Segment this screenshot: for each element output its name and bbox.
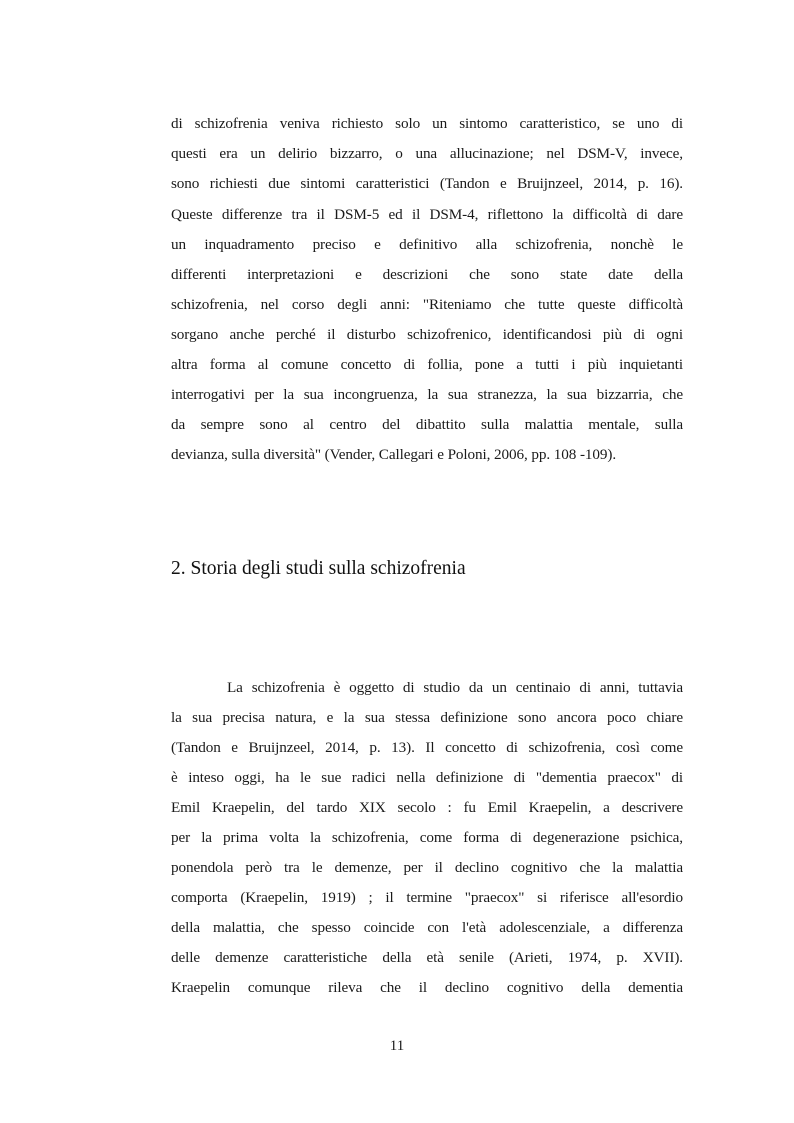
text-line: della malattia, che spesso coincide con l'età adolescenziale, a differenza bbox=[171, 919, 683, 936]
text-line: sorgano anche perché il disturbo schizofrenico, identificandosi più di ogni bbox=[171, 326, 683, 343]
text-line: per la prima volta la schizofrenia, come forma di degenerazione psichica, bbox=[171, 829, 683, 846]
text-line: di schizofrenia veniva richiesto solo un sintomo caratteristico, se uno di bbox=[171, 115, 683, 132]
text-line: Emil Kraepelin, del tardo XIX secolo : fu Emil Kraepelin, a descrivere bbox=[171, 799, 683, 816]
text-line: la sua precisa natura, e la sua stessa definizione sono ancora poco chiare bbox=[171, 709, 683, 726]
text-line: comporta (Kraepelin, 1919) ; il termine "praecox" si riferisce all'esordio bbox=[171, 889, 683, 906]
text-line: da sempre sono al centro del dibattito sulla malattia mentale, sulla bbox=[171, 416, 683, 433]
text-line: è inteso oggi, ha le sue radici nella definizione di "dementia praecox" di bbox=[171, 769, 683, 786]
section-heading: 2. Storia degli studi sulla schizofrenia bbox=[171, 558, 466, 579]
text-line: Queste differenze tra il DSM-5 ed il DSM-4, riflettono la difficoltà di dare bbox=[171, 206, 683, 223]
text-line: (Tandon e Bruijnzeel, 2014, p. 13). Il concetto di schizofrenia, così come bbox=[171, 739, 683, 756]
text-line: ponendola però tra le demenze, per il declino cognitivo che la malattia bbox=[171, 859, 683, 876]
page-number: 11 bbox=[389, 1038, 405, 1054]
text-line: sono richiesti due sintomi caratteristici (Tandon e Bruijnzeel, 2014, p. 16). bbox=[171, 175, 683, 192]
text-line: differenti interpretazioni e descrizioni che sono state date della bbox=[171, 266, 683, 283]
text-line: Kraepelin comunque rileva che il declino cognitivo della dementia bbox=[171, 979, 683, 996]
text-line: interrogativi per la sua incongruenza, la sua stranezza, la sua bizzarria, che bbox=[171, 386, 683, 403]
text-line: questi era un delirio bizzarro, o una allucinazione; nel DSM-V, invece, bbox=[171, 145, 683, 162]
text-line: La schizofrenia è oggetto di studio da un centinaio di anni, tuttavia bbox=[227, 679, 683, 696]
text-line: un inquadramento preciso e definitivo alla schizofrenia, nonchè le bbox=[171, 236, 683, 253]
text-line: schizofrenia, nel corso degli anni: "Riteniamo che tutte queste difficoltà bbox=[171, 296, 683, 313]
text-line: devianza, sulla diversità" (Vender, Callegari e Poloni, 2006, pp. 108 -109). bbox=[171, 446, 617, 463]
text-line: delle demenze caratteristiche della età senile (Arieti, 1974, p. XVII). bbox=[171, 949, 683, 966]
text-line: altra forma al comune concetto di follia, pone a tutti i più inquietanti bbox=[171, 356, 683, 373]
